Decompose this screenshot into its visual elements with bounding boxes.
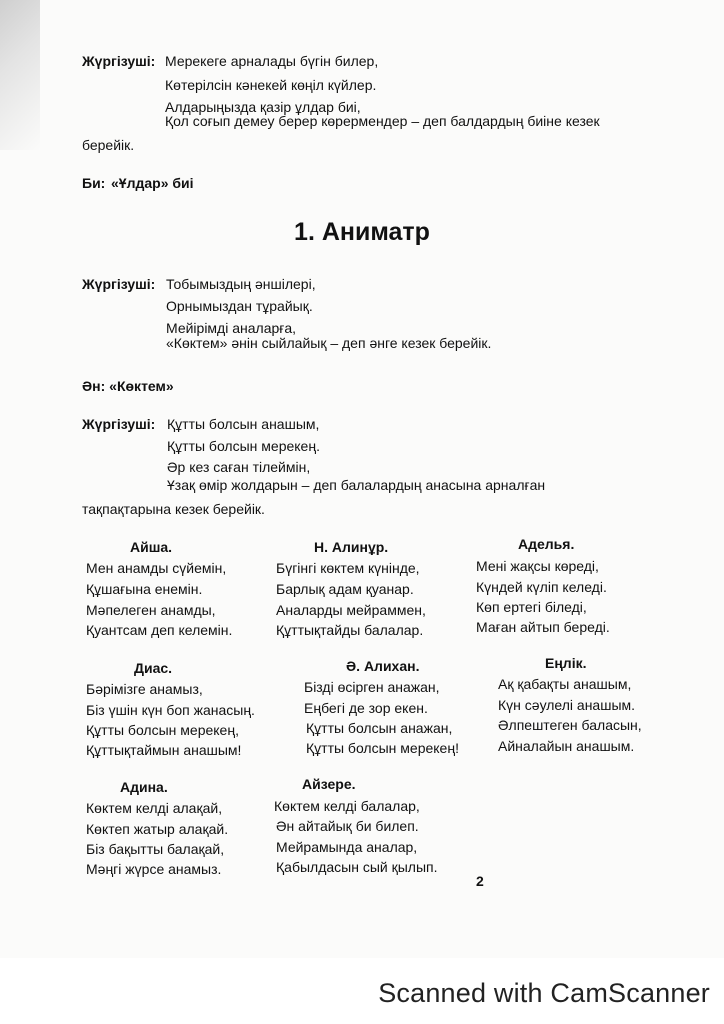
poem-line: Бәрімізге анамыз, <box>86 681 203 697</box>
poem-line: Біз бақытты балақай, <box>86 841 225 857</box>
poem-line: Құттықтаймын анашым! <box>86 742 242 758</box>
poem-line: Мені жақсы көреді, <box>476 558 599 574</box>
poem-line: Барлық адам қуанар. <box>276 581 414 597</box>
poem-line: Ақ қабақты анашым, <box>498 676 632 692</box>
host2-speaker: Жүргізуші: <box>82 416 156 432</box>
poem-line: Күндей күліп келеді. <box>476 579 607 595</box>
poem-line: Құтты болсын анажан, <box>306 720 453 736</box>
poem-line: Көктем келді алақай, <box>86 800 223 816</box>
poem-line: Еңбегі де зор екен. <box>304 700 428 716</box>
poem-line: Көп ертегі біледі, <box>476 599 587 615</box>
poem-author: Н. Алинұр. <box>314 539 389 555</box>
poem-author: Айша. <box>130 539 173 555</box>
poem-line: Бүгінгі көктем күнінде, <box>276 560 420 576</box>
host2-line: Әр кез саған тілеймін, <box>167 459 311 475</box>
host2-line: Ұзақ өмір жолдарын – деп балалардың анасына арналған <box>167 477 546 493</box>
poem-author: Ә. Алихан. <box>346 658 420 674</box>
poem-line: Қабылдасын сый қылып. <box>276 859 438 875</box>
poem-line: Мәпелеген анамды, <box>86 602 216 618</box>
poem-line: Аналарды мейраммен, <box>276 602 426 618</box>
intro-line: Көтерілсін кәнекей көңіл күйлер. <box>165 77 377 93</box>
poem-author: Айзере. <box>302 776 356 792</box>
poem-line: Маған айтып береді. <box>476 619 610 635</box>
poem-line: Мейрамында аналар, <box>276 839 418 855</box>
host1-line: «Көктем» әнін сыйлайық – деп әнге кезек берейік. <box>166 335 492 351</box>
song-label: Ән: «Көктем» <box>82 378 174 394</box>
host1-speaker: Жүргізуші: <box>82 276 156 292</box>
intro-line: Қол соғып демеу берер көрермендер – деп балдардың биіне кезек <box>165 113 600 129</box>
poem-author: Аделья. <box>518 536 575 552</box>
intro-line: Алдарыңызда қазір ұлдар биі, <box>165 99 361 115</box>
poem-line: Көктем келді балалар, <box>274 798 420 814</box>
poem-line: Күн сәулелі анашым. <box>498 697 636 713</box>
host2-line: тақпақтарына кезек берейік. <box>82 501 265 517</box>
dance-name: «Ұлдар» биі <box>111 175 194 191</box>
poem-line: Құтты болсын мерекең, <box>86 722 239 738</box>
host2-line: Құтты болсын мерекең. <box>167 438 320 454</box>
poem-line: Ән айтайық би билеп. <box>276 818 419 834</box>
poem-line: Мен анамды сүйемін, <box>86 560 227 576</box>
poem-author: Адина. <box>120 779 168 795</box>
host1-line: Орнымыздан тұрайық. <box>166 298 313 314</box>
host2-line: Құтты болсын анашым, <box>167 416 320 432</box>
camscanner-watermark: Scanned with CamScanner <box>378 978 710 1008</box>
intro-line: берейік. <box>82 137 135 153</box>
intro-speaker: Жүргізуші: <box>82 53 156 69</box>
poem-line: Құшағына енемін. <box>86 581 203 597</box>
host1-line: Мейірімді аналарға, <box>166 320 297 336</box>
poem-line: Айналайын анашым. <box>498 738 635 754</box>
poem-line: Әлпештеген баласын, <box>498 717 642 733</box>
poem-line: Құттықтайды балалар. <box>276 622 424 638</box>
poem-line: Мәңгі жүрсе анамыз. <box>86 861 222 877</box>
section-title: 1. Аниматр <box>294 218 430 246</box>
host1-line: Тобымыздың әншілері, <box>166 276 316 292</box>
poem-author: Еңлік. <box>545 655 587 671</box>
page-number: 2 <box>476 873 484 889</box>
page-edge-shadow <box>0 0 40 150</box>
poem-line: Бізді өсірген анажан, <box>304 679 440 695</box>
poem-line: Біз үшін күн боп жанасың. <box>86 702 255 718</box>
poem-line: Қуантсам деп келемін. <box>86 622 233 638</box>
poem-line: Көктеп жатыр алақай. <box>86 821 229 837</box>
dance-label: Би: <box>82 175 106 191</box>
intro-line: Мерекеге арналады бүгін билер, <box>165 53 379 69</box>
poem-author: Диас. <box>134 660 173 676</box>
poem-line: Құтты болсын мерекең! <box>306 740 459 756</box>
